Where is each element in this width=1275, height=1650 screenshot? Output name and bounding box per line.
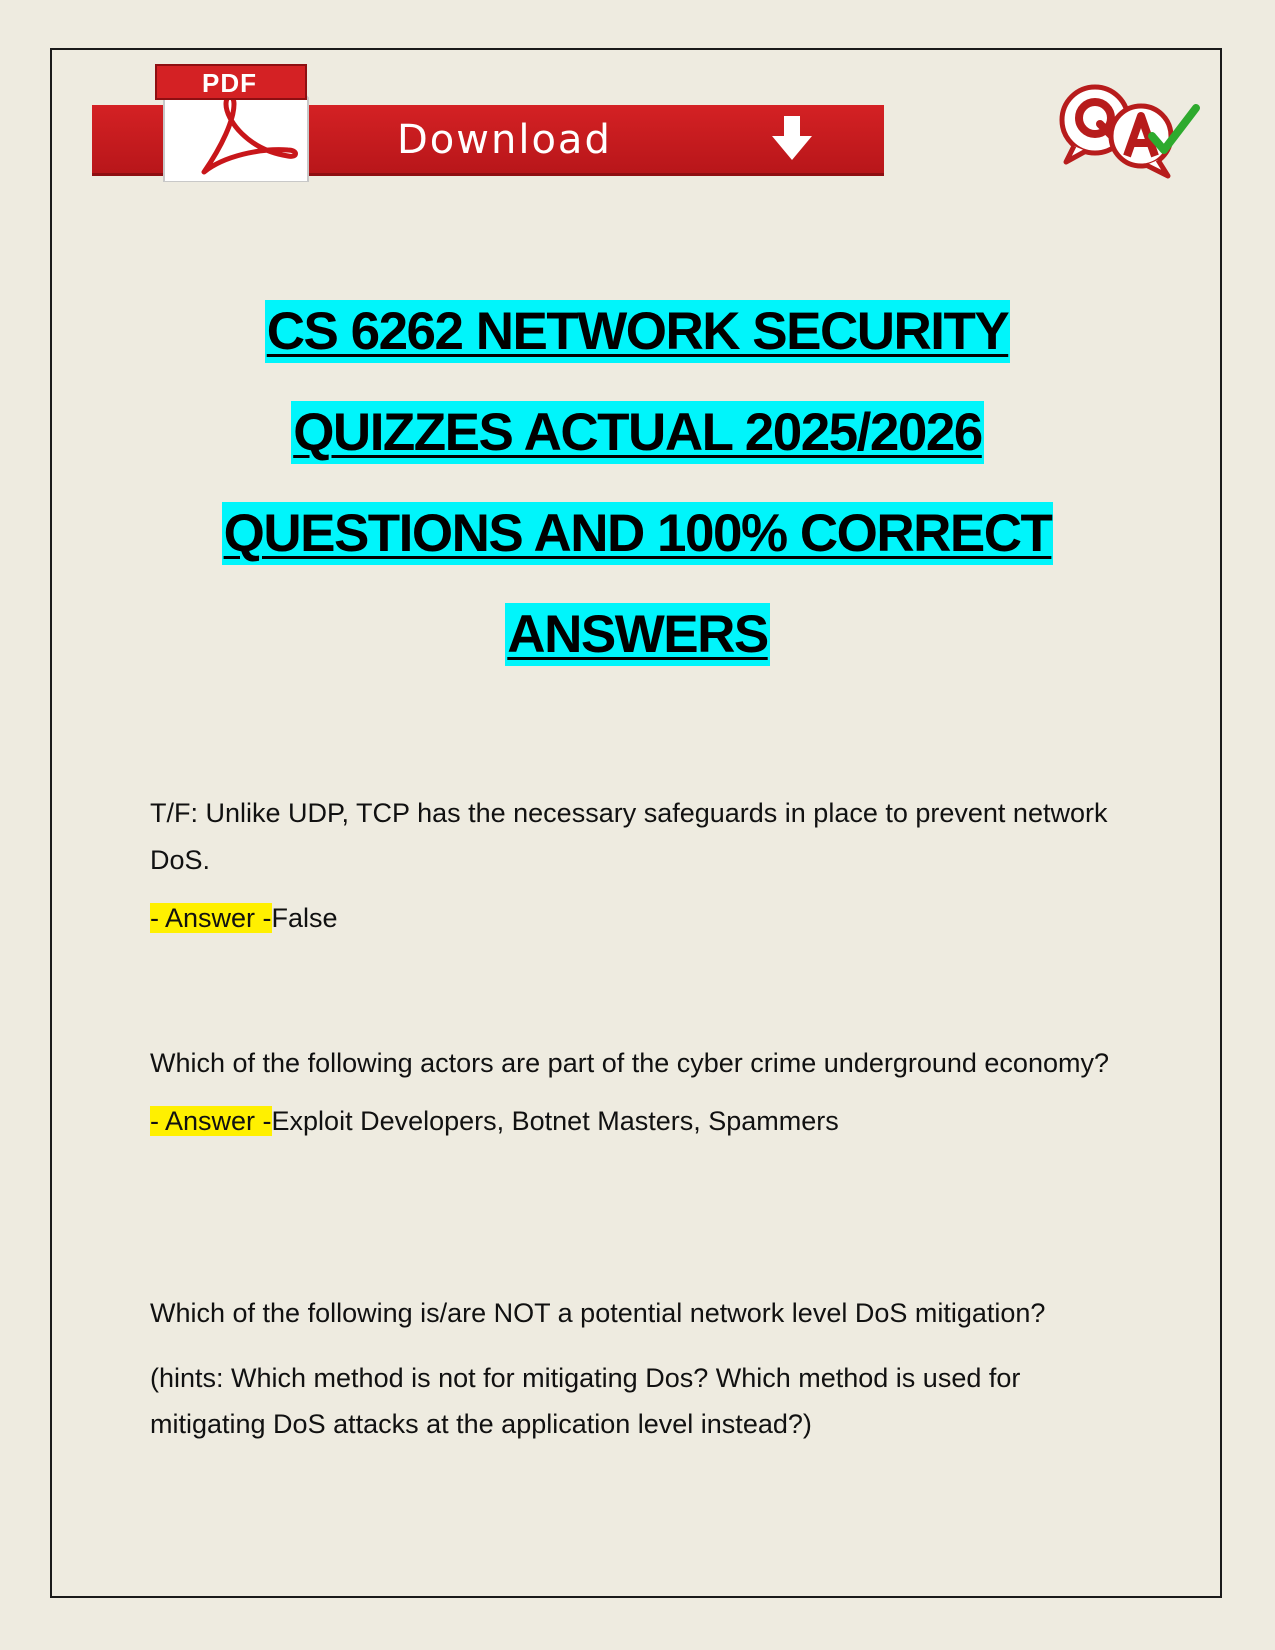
hint-text: (hints: Which method is not for mitigating Dos? Which method is used for mitigating DoS attacks at the application level instead?) [150, 1363, 1021, 1439]
question-text: Which of the following is/are NOT a potential network level DoS mitigation? [150, 1298, 1046, 1328]
document-title [60, 300, 1215, 704]
download-arrow-icon [770, 114, 814, 162]
question-text: T/F: Unlike UDP, TCP has the necessary safeguards in place to prevent network DoS. [150, 798, 1108, 875]
answer-line [150, 1101, 1120, 1141]
title-line-4: ANSWERS [507, 605, 768, 664]
question-text: Which of the following actors are part of the cyber crime underground economy? [150, 1048, 1109, 1078]
answer-prefix-highlight: - Answer - [150, 903, 272, 933]
qa-check-icon [1040, 80, 1210, 180]
qa-item [150, 790, 1120, 938]
pdf-download-banner[interactable] [92, 60, 884, 182]
download-label: Download [397, 117, 612, 163]
qa-item [150, 1040, 1120, 1141]
answer-prefix-highlight: - Answer - [150, 1106, 272, 1136]
answer-text: Exploit Developers, Botnet Masters, Spammers [271, 1106, 839, 1136]
answer-text: False [271, 903, 338, 933]
answer-line [150, 898, 1120, 938]
pdf-badge-label: PDF [202, 68, 257, 98]
title-line-3: QUESTIONS AND 100% CORRECT [223, 504, 1052, 563]
title-line-2: QUIZZES ACTUAL 2025/2026 [293, 403, 982, 462]
title-line-1: CS 6262 NETWORK SECURITY [266, 302, 1009, 361]
qa-item [150, 1290, 1120, 1447]
pdf-file-icon [152, 60, 312, 182]
pdf-badge [155, 64, 307, 100]
